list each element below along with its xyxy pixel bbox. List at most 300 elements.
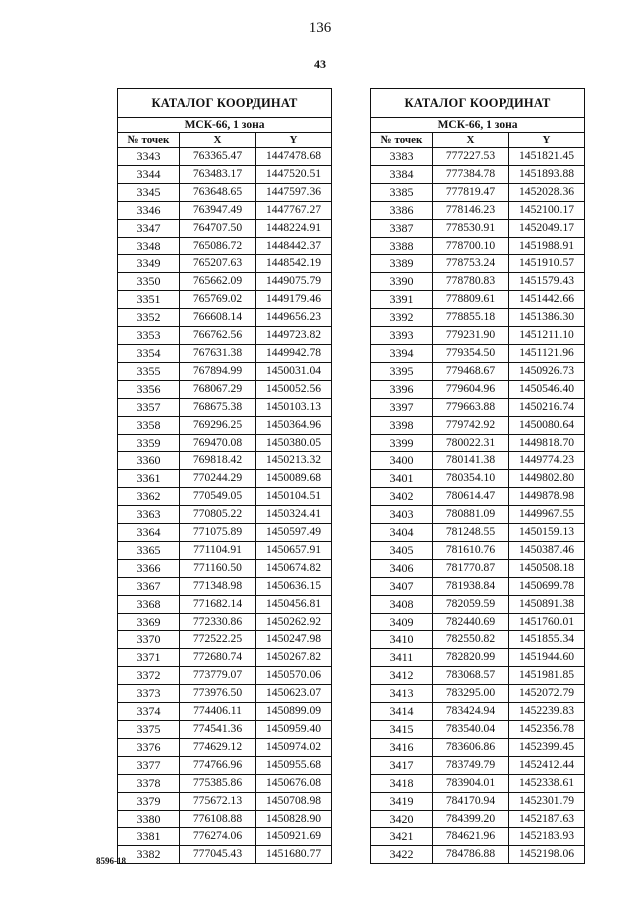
point-number-cell: 3399 <box>371 434 433 452</box>
point-number-cell: 3389 <box>371 255 433 273</box>
point-number-cell: 3404 <box>371 524 433 542</box>
table-row <box>371 595 585 613</box>
y-coordinate-cell: 1449723.82 <box>256 327 332 345</box>
y-coordinate-cell: 1451821.45 <box>509 148 585 166</box>
page-number: 136 <box>308 20 332 36</box>
x-coordinate-cell: 778855.18 <box>433 309 509 327</box>
column-header-point-number: № точек <box>118 133 180 148</box>
point-number-cell: 3397 <box>371 398 433 416</box>
point-number-cell: 3343 <box>118 148 180 166</box>
table-row <box>118 434 332 452</box>
y-coordinate-cell: 1447478.68 <box>256 148 332 166</box>
x-coordinate-cell: 768067.29 <box>180 380 256 398</box>
point-number-cell: 3400 <box>371 452 433 470</box>
table-row <box>118 774 332 792</box>
y-coordinate-cell: 1451988.91 <box>509 237 585 255</box>
table-row <box>118 488 332 506</box>
x-coordinate-cell: 777045.43 <box>180 846 256 864</box>
point-number-cell: 3374 <box>118 703 180 721</box>
point-number-cell: 3412 <box>371 667 433 685</box>
y-coordinate-cell: 1450387.46 <box>509 541 585 559</box>
y-coordinate-cell: 1452356.78 <box>509 721 585 739</box>
table-row <box>371 810 585 828</box>
x-coordinate-cell: 779231.90 <box>433 327 509 345</box>
x-coordinate-cell: 779604.96 <box>433 380 509 398</box>
y-coordinate-cell: 1449656.23 <box>256 309 332 327</box>
point-number-cell: 3403 <box>371 506 433 524</box>
y-coordinate-cell: 1451893.88 <box>509 165 585 183</box>
y-coordinate-cell: 1452028.36 <box>509 183 585 201</box>
y-coordinate-cell: 1450267.82 <box>256 649 332 667</box>
y-coordinate-cell: 1450974.02 <box>256 738 332 756</box>
y-coordinate-cell: 1450699.78 <box>509 577 585 595</box>
x-coordinate-cell: 782550.82 <box>433 631 509 649</box>
x-coordinate-cell: 769470.08 <box>180 434 256 452</box>
point-number-cell: 3356 <box>118 380 180 398</box>
y-coordinate-cell: 1450891.38 <box>509 595 585 613</box>
table-row <box>118 667 332 685</box>
y-coordinate-cell: 1450546.40 <box>509 380 585 398</box>
y-coordinate-cell: 1450103.13 <box>256 398 332 416</box>
y-coordinate-cell: 1451981.85 <box>509 667 585 685</box>
y-coordinate-cell: 1450959.40 <box>256 721 332 739</box>
x-coordinate-cell: 783749.79 <box>433 756 509 774</box>
table-row <box>118 183 332 201</box>
x-coordinate-cell: 783424.94 <box>433 703 509 721</box>
column-header-point-number: № точек <box>371 133 433 148</box>
footer-document-code: 8596-18 <box>96 856 126 866</box>
y-coordinate-cell: 1452239.83 <box>509 703 585 721</box>
point-number-cell: 3369 <box>118 613 180 631</box>
table-row <box>371 828 585 846</box>
table-row <box>371 613 585 631</box>
y-coordinate-cell: 1452399.45 <box>509 738 585 756</box>
y-coordinate-cell: 1450708.98 <box>256 792 332 810</box>
x-coordinate-cell: 769818.42 <box>180 452 256 470</box>
x-coordinate-cell: 770244.29 <box>180 470 256 488</box>
y-coordinate-cell: 1451680.77 <box>256 846 332 864</box>
table-row <box>371 524 585 542</box>
table-row <box>118 309 332 327</box>
x-coordinate-cell: 781610.76 <box>433 541 509 559</box>
point-number-cell: 3378 <box>118 774 180 792</box>
y-coordinate-cell: 1449075.79 <box>256 273 332 291</box>
point-number-cell: 3372 <box>118 667 180 685</box>
y-coordinate-cell: 1450676.08 <box>256 774 332 792</box>
y-coordinate-cell: 1452187.63 <box>509 810 585 828</box>
x-coordinate-cell: 778700.10 <box>433 237 509 255</box>
point-number-cell: 3405 <box>371 541 433 559</box>
table-row <box>118 201 332 219</box>
y-coordinate-cell: 1450262.92 <box>256 613 332 631</box>
point-number-cell: 3406 <box>371 559 433 577</box>
catalog-title: КАТАЛОГ КООРДИНАТ <box>371 89 585 118</box>
table-row <box>118 416 332 434</box>
x-coordinate-cell: 763483.17 <box>180 165 256 183</box>
table-row <box>118 792 332 810</box>
table-row <box>371 470 585 488</box>
table-row <box>371 201 585 219</box>
table-row <box>118 595 332 613</box>
point-number-cell: 3358 <box>118 416 180 434</box>
x-coordinate-cell: 780354.10 <box>433 470 509 488</box>
point-number-cell: 3421 <box>371 828 433 846</box>
y-coordinate-cell: 1451121.96 <box>509 344 585 362</box>
x-coordinate-cell: 772522.25 <box>180 631 256 649</box>
y-coordinate-cell: 1450828.90 <box>256 810 332 828</box>
y-coordinate-cell: 1450052.56 <box>256 380 332 398</box>
y-coordinate-cell: 1452100.17 <box>509 201 585 219</box>
x-coordinate-cell: 773779.07 <box>180 667 256 685</box>
table-row <box>118 255 332 273</box>
x-coordinate-cell: 764707.50 <box>180 219 256 237</box>
y-coordinate-cell: 1452049.17 <box>509 219 585 237</box>
x-coordinate-cell: 774766.96 <box>180 756 256 774</box>
y-coordinate-cell: 1450926.73 <box>509 362 585 380</box>
x-coordinate-cell: 766762.56 <box>180 327 256 345</box>
x-coordinate-cell: 780022.31 <box>433 434 509 452</box>
x-coordinate-cell: 763648.65 <box>180 183 256 201</box>
x-coordinate-cell: 778146.23 <box>433 201 509 219</box>
table-row <box>371 738 585 756</box>
x-coordinate-cell: 768675.38 <box>180 398 256 416</box>
x-coordinate-cell: 770805.22 <box>180 506 256 524</box>
table-row <box>371 416 585 434</box>
y-coordinate-cell: 1451386.30 <box>509 309 585 327</box>
point-number-cell: 3395 <box>371 362 433 380</box>
x-coordinate-cell: 779354.50 <box>433 344 509 362</box>
x-coordinate-cell: 781938.84 <box>433 577 509 595</box>
y-coordinate-cell: 1450899.09 <box>256 703 332 721</box>
table-row <box>118 846 332 864</box>
y-coordinate-cell: 1451442.66 <box>509 291 585 309</box>
table-row <box>118 219 332 237</box>
x-coordinate-cell: 770549.05 <box>180 488 256 506</box>
table-row <box>371 577 585 595</box>
x-coordinate-cell: 780614.47 <box>433 488 509 506</box>
x-coordinate-cell: 767894.99 <box>180 362 256 380</box>
y-coordinate-cell: 1451910.57 <box>509 255 585 273</box>
table-row <box>371 237 585 255</box>
point-number-cell: 3384 <box>371 165 433 183</box>
y-coordinate-cell: 1450080.64 <box>509 416 585 434</box>
table-row <box>371 452 585 470</box>
table-row <box>371 398 585 416</box>
table-row <box>118 344 332 362</box>
y-coordinate-cell: 1449967.55 <box>509 506 585 524</box>
x-coordinate-cell: 783295.00 <box>433 685 509 703</box>
table-row <box>118 362 332 380</box>
x-coordinate-cell: 771160.50 <box>180 559 256 577</box>
point-number-cell: 3380 <box>118 810 180 828</box>
table-row <box>371 703 585 721</box>
y-coordinate-cell: 1449802.80 <box>509 470 585 488</box>
table-row <box>371 792 585 810</box>
table-row <box>371 649 585 667</box>
point-number-cell: 3362 <box>118 488 180 506</box>
y-coordinate-cell: 1450636.15 <box>256 577 332 595</box>
table-row <box>118 721 332 739</box>
point-number-cell: 3360 <box>118 452 180 470</box>
y-coordinate-cell: 1450159.13 <box>509 524 585 542</box>
x-coordinate-cell: 772680.74 <box>180 649 256 667</box>
table-row <box>371 756 585 774</box>
point-number-cell: 3375 <box>118 721 180 739</box>
point-number-cell: 3414 <box>371 703 433 721</box>
y-coordinate-cell: 1452198.06 <box>509 846 585 864</box>
y-coordinate-cell: 1449179.46 <box>256 291 332 309</box>
point-number-cell: 3353 <box>118 327 180 345</box>
x-coordinate-cell: 774629.12 <box>180 738 256 756</box>
x-coordinate-cell: 771104.91 <box>180 541 256 559</box>
point-number-cell: 3407 <box>371 577 433 595</box>
point-number-cell: 3361 <box>118 470 180 488</box>
point-number-cell: 3371 <box>118 649 180 667</box>
point-number-cell: 3368 <box>118 595 180 613</box>
point-number-cell: 3381 <box>118 828 180 846</box>
y-coordinate-cell: 1450456.81 <box>256 595 332 613</box>
point-number-cell: 3370 <box>118 631 180 649</box>
point-number-cell: 3365 <box>118 541 180 559</box>
y-coordinate-cell: 1450031.04 <box>256 362 332 380</box>
table-row <box>371 774 585 792</box>
point-number-cell: 3385 <box>371 183 433 201</box>
point-number-cell: 3349 <box>118 255 180 273</box>
point-number-cell: 3352 <box>118 309 180 327</box>
x-coordinate-cell: 765662.09 <box>180 273 256 291</box>
x-coordinate-cell: 774406.11 <box>180 703 256 721</box>
point-number-cell: 3392 <box>371 309 433 327</box>
y-coordinate-cell: 1449878.98 <box>509 488 585 506</box>
table-row <box>371 559 585 577</box>
table-row <box>371 541 585 559</box>
x-coordinate-cell: 784170.94 <box>433 792 509 810</box>
point-number-cell: 3417 <box>371 756 433 774</box>
point-number-cell: 3348 <box>118 237 180 255</box>
y-coordinate-cell: 1451944.60 <box>509 649 585 667</box>
point-number-cell: 3419 <box>371 792 433 810</box>
point-number-cell: 3373 <box>118 685 180 703</box>
point-number-cell: 3415 <box>371 721 433 739</box>
point-number-cell: 3413 <box>371 685 433 703</box>
x-coordinate-cell: 775385.86 <box>180 774 256 792</box>
y-coordinate-cell: 1450213.32 <box>256 452 332 470</box>
table-row <box>118 541 332 559</box>
point-number-cell: 3398 <box>371 416 433 434</box>
y-coordinate-cell: 1451211.10 <box>509 327 585 345</box>
y-coordinate-cell: 1450570.06 <box>256 667 332 685</box>
table-row <box>118 685 332 703</box>
table-row <box>118 273 332 291</box>
table-row <box>371 721 585 739</box>
y-coordinate-cell: 1450657.91 <box>256 541 332 559</box>
y-coordinate-cell: 1450104.51 <box>256 488 332 506</box>
x-coordinate-cell: 777227.53 <box>433 148 509 166</box>
x-coordinate-cell: 779663.88 <box>433 398 509 416</box>
x-coordinate-cell: 778753.24 <box>433 255 509 273</box>
y-coordinate-cell: 1447520.51 <box>256 165 332 183</box>
table-row <box>118 291 332 309</box>
coordinate-system-zone: МСК-66, 1 зона <box>118 118 332 133</box>
point-number-cell: 3388 <box>371 237 433 255</box>
x-coordinate-cell: 784621.96 <box>433 828 509 846</box>
point-number-cell: 3390 <box>371 273 433 291</box>
x-coordinate-cell: 778530.91 <box>433 219 509 237</box>
coordinate-system-zone: МСК-66, 1 зона <box>371 118 585 133</box>
y-coordinate-cell: 1451579.43 <box>509 273 585 291</box>
table-row <box>118 398 332 416</box>
x-coordinate-cell: 783540.04 <box>433 721 509 739</box>
y-coordinate-cell: 1450508.18 <box>509 559 585 577</box>
point-number-cell: 3344 <box>118 165 180 183</box>
x-coordinate-cell: 763365.47 <box>180 148 256 166</box>
y-coordinate-cell: 1452412.44 <box>509 756 585 774</box>
table-row <box>371 219 585 237</box>
y-coordinate-cell: 1447597.36 <box>256 183 332 201</box>
table-row <box>118 559 332 577</box>
x-coordinate-cell: 779468.67 <box>433 362 509 380</box>
point-number-cell: 3416 <box>371 738 433 756</box>
x-coordinate-cell: 778780.83 <box>433 273 509 291</box>
x-coordinate-cell: 781248.55 <box>433 524 509 542</box>
y-coordinate-cell: 1449818.70 <box>509 434 585 452</box>
table-row <box>118 649 332 667</box>
point-number-cell: 3351 <box>118 291 180 309</box>
point-number-cell: 3410 <box>371 631 433 649</box>
x-coordinate-cell: 773976.50 <box>180 685 256 703</box>
x-coordinate-cell: 772330.86 <box>180 613 256 631</box>
y-coordinate-cell: 1451760.01 <box>509 613 585 631</box>
table-row <box>118 738 332 756</box>
point-number-cell: 3387 <box>371 219 433 237</box>
table-row <box>371 327 585 345</box>
y-coordinate-cell: 1452072.79 <box>509 685 585 703</box>
point-number-cell: 3359 <box>118 434 180 452</box>
table-row <box>118 148 332 166</box>
x-coordinate-cell: 779742.92 <box>433 416 509 434</box>
table-row <box>118 237 332 255</box>
y-coordinate-cell: 1450674.82 <box>256 559 332 577</box>
column-header-y: Y <box>256 133 332 148</box>
table-row <box>118 506 332 524</box>
point-number-cell: 3345 <box>118 183 180 201</box>
y-coordinate-cell: 1447767.27 <box>256 201 332 219</box>
x-coordinate-cell: 765086.72 <box>180 237 256 255</box>
x-coordinate-cell: 771075.89 <box>180 524 256 542</box>
point-number-cell: 3350 <box>118 273 180 291</box>
y-coordinate-cell: 1452183.93 <box>509 828 585 846</box>
point-number-cell: 3420 <box>371 810 433 828</box>
x-coordinate-cell: 782820.99 <box>433 649 509 667</box>
y-coordinate-cell: 1450623.07 <box>256 685 332 703</box>
point-number-cell: 3357 <box>118 398 180 416</box>
table-row <box>118 577 332 595</box>
point-number-cell: 3418 <box>371 774 433 792</box>
table-row <box>371 344 585 362</box>
y-coordinate-cell: 1451855.34 <box>509 631 585 649</box>
x-coordinate-cell: 780141.38 <box>433 452 509 470</box>
point-number-cell: 3402 <box>371 488 433 506</box>
point-number-cell: 3401 <box>371 470 433 488</box>
table-row <box>371 255 585 273</box>
table-row <box>118 703 332 721</box>
table-row <box>371 685 585 703</box>
y-coordinate-cell: 1450921.69 <box>256 828 332 846</box>
point-number-cell: 3383 <box>371 148 433 166</box>
y-coordinate-cell: 1449774.23 <box>509 452 585 470</box>
table-row <box>371 434 585 452</box>
x-coordinate-cell: 775672.13 <box>180 792 256 810</box>
point-number-cell: 3386 <box>371 201 433 219</box>
point-number-cell: 3393 <box>371 327 433 345</box>
point-number-cell: 3382 <box>118 846 180 864</box>
y-coordinate-cell: 1450364.96 <box>256 416 332 434</box>
x-coordinate-cell: 771348.98 <box>180 577 256 595</box>
x-coordinate-cell: 782059.59 <box>433 595 509 613</box>
point-number-cell: 3355 <box>118 362 180 380</box>
y-coordinate-cell: 1450380.05 <box>256 434 332 452</box>
table-row <box>371 309 585 327</box>
point-number-cell: 3346 <box>118 201 180 219</box>
x-coordinate-cell: 776274.06 <box>180 828 256 846</box>
coordinate-table-right <box>370 88 585 864</box>
point-number-cell: 3366 <box>118 559 180 577</box>
point-number-cell: 3377 <box>118 756 180 774</box>
point-number-cell: 3391 <box>371 291 433 309</box>
table-row <box>371 273 585 291</box>
point-number-cell: 3411 <box>371 649 433 667</box>
point-number-cell: 3394 <box>371 344 433 362</box>
x-coordinate-cell: 780881.09 <box>433 506 509 524</box>
table-row <box>118 380 332 398</box>
table-row <box>371 846 585 864</box>
point-number-cell: 3379 <box>118 792 180 810</box>
point-number-cell: 3363 <box>118 506 180 524</box>
table-row <box>118 810 332 828</box>
column-header-x: X <box>433 133 509 148</box>
table-row <box>118 613 332 631</box>
y-coordinate-cell: 1450089.68 <box>256 470 332 488</box>
point-number-cell: 3376 <box>118 738 180 756</box>
point-number-cell: 3408 <box>371 595 433 613</box>
x-coordinate-cell: 765769.02 <box>180 291 256 309</box>
x-coordinate-cell: 776108.88 <box>180 810 256 828</box>
x-coordinate-cell: 782440.69 <box>433 613 509 631</box>
x-coordinate-cell: 784786.88 <box>433 846 509 864</box>
table-row <box>118 452 332 470</box>
y-coordinate-cell: 1448442.37 <box>256 237 332 255</box>
x-coordinate-cell: 771682.14 <box>180 595 256 613</box>
y-coordinate-cell: 1452301.79 <box>509 792 585 810</box>
x-coordinate-cell: 777819.47 <box>433 183 509 201</box>
table-row <box>118 327 332 345</box>
point-number-cell: 3422 <box>371 846 433 864</box>
x-coordinate-cell: 765207.63 <box>180 255 256 273</box>
document-number: 43 <box>314 57 326 71</box>
x-coordinate-cell: 783606.86 <box>433 738 509 756</box>
catalog-title: КАТАЛОГ КООРДИНАТ <box>118 89 332 118</box>
y-coordinate-cell: 1450216.74 <box>509 398 585 416</box>
table-row <box>371 362 585 380</box>
table-row <box>371 631 585 649</box>
y-coordinate-cell: 1448224.91 <box>256 219 332 237</box>
table-row <box>118 631 332 649</box>
table-row <box>118 470 332 488</box>
column-header-x: X <box>180 133 256 148</box>
table-row <box>371 380 585 398</box>
x-coordinate-cell: 767631.38 <box>180 344 256 362</box>
x-coordinate-cell: 783068.57 <box>433 667 509 685</box>
